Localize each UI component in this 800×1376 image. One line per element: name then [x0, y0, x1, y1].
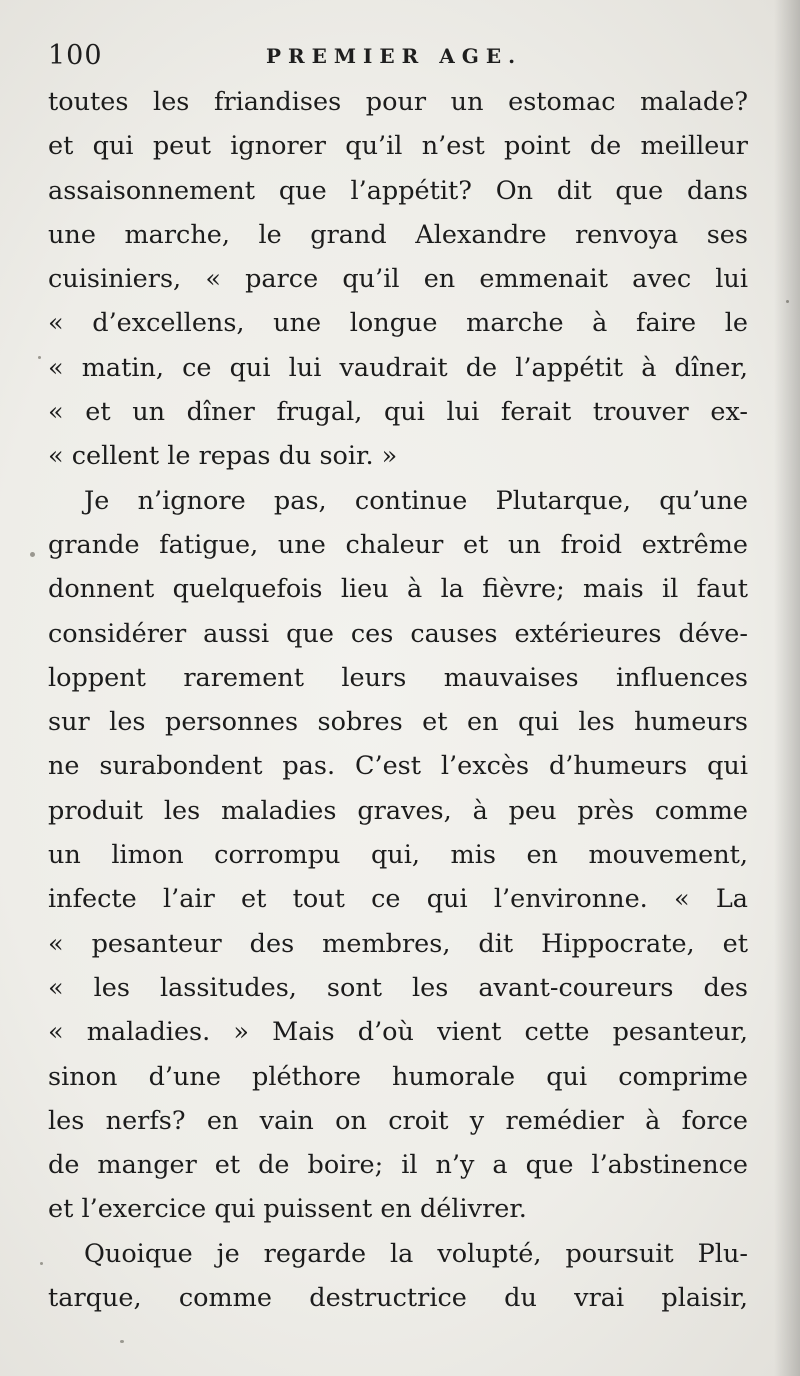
text-line: grande fatigue, une chaleur et un froid extrême: [48, 529, 748, 560]
paragraph-first-line: Je n’ignore pas, continue Plutarque, qu’une: [84, 485, 748, 516]
text-line: de manger et de boire; il n’y a que l’abstinence: [48, 1150, 748, 1181]
text-line: « les lassitudes, sont les avant-coureurs des: [48, 972, 748, 1003]
text-line: ne surabondent pas. C’est l’excès d’humeurs qui: [48, 751, 748, 782]
text-line: cuisiniers, « parce qu’il en emmenait avec lui: [48, 264, 748, 295]
text-line: toutes les friandises pour un estomac malade?: [48, 87, 748, 117]
text-line: infecte l’air et tout ce qui l’environne. « La: [48, 884, 748, 915]
text-line: « d’excellens, une longue marche à faire le: [48, 308, 748, 339]
body-text: [48, 80, 748, 1320]
text-line: « pesanteur des membres, dit Hippocrate, et: [48, 928, 748, 959]
text-line: « et un dîner frugal, qui lui ferait trouver ex-: [48, 397, 748, 428]
text-line: considérer aussi que ces causes extérieures déve-: [48, 618, 748, 649]
page-header: [48, 38, 748, 78]
text-line: une marche, le grand Alexandre renvoya ses: [48, 219, 748, 250]
text-line: « matin, ce qui lui vaudrait de l’appétit à dîner,: [48, 352, 748, 383]
text-line: sur les personnes sobres et en qui les humeurs: [48, 707, 748, 738]
paragraph-first-line: Quoique je regarde la volupté, poursuit Plu-: [84, 1238, 748, 1269]
text-line: « maladies. » Mais d’où vient cette pesanteur,: [48, 1017, 748, 1048]
text-line: loppent rarement leurs mauvaises influences: [48, 662, 748, 693]
page-number: 100: [48, 40, 103, 71]
text-line: « cellent le repas du soir. »: [48, 441, 398, 472]
text-line: sinon d’une pléthore humorale qui comprime: [48, 1061, 748, 1092]
text-line: un limon corrompu qui, mis en mouvement,: [48, 840, 748, 871]
text-line: donnent quelquefois lieu à la fièvre; mais il faut: [48, 574, 748, 605]
text-line: et qui peut ignorer qu’il n’est point de meilleur: [48, 131, 748, 162]
text-line: et l’exercice qui puissent en délivrer.: [48, 1194, 527, 1225]
text-line: produit les maladies graves, à peu près comme: [48, 795, 748, 826]
running-head: PREMIER AGE.: [266, 44, 523, 68]
text-line: tarque, comme destructrice du vrai plaisir,: [48, 1283, 748, 1314]
text-line: les nerfs? en vain on croit y remédier à force: [48, 1105, 748, 1136]
text-line: assaisonnement que l’appétit? On dit que dans: [48, 175, 748, 206]
page-edge-shadow: [774, 0, 800, 1376]
